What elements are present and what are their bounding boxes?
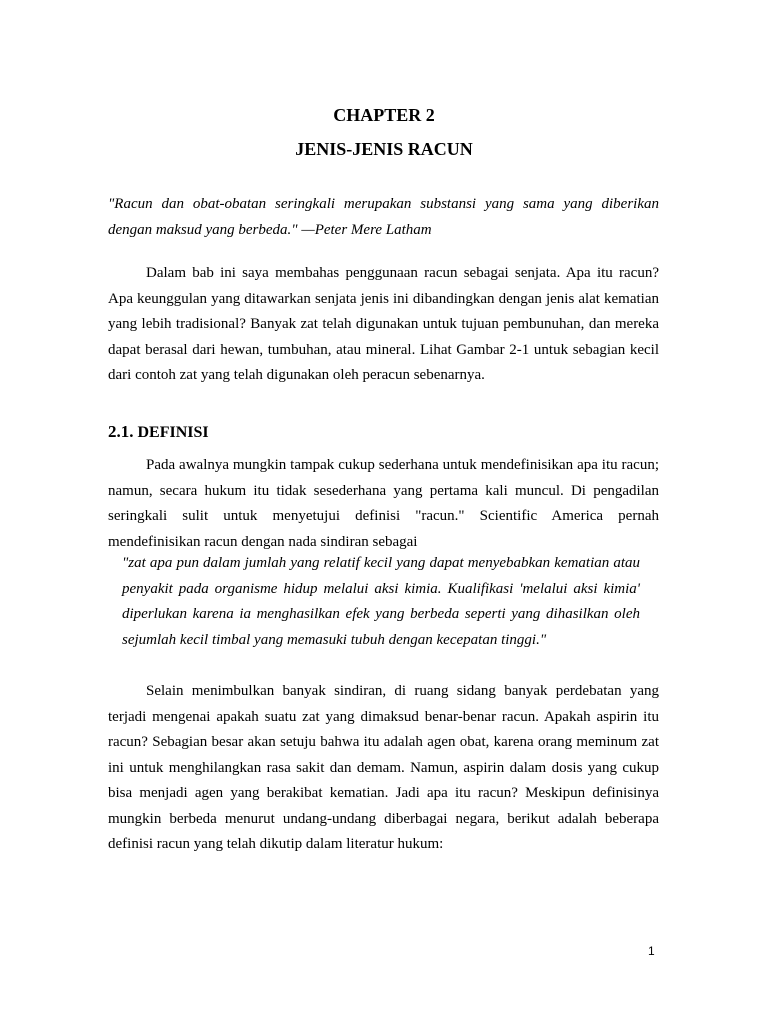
epigraph-quote: "Racun dan obat-obatan seringkali merupakan substansi yang sama yang diberikan dengan maksud yang berbeda." xyxy=(108,196,659,238)
section-heading xyxy=(108,420,209,445)
section-paragraph-1: Pada awalnya mungkin tampak cukup sederhana untuk mendefinisikan apa itu racun; namun, secara hukum itu tidak sesederhana yang pertama kali muncul. Di pengadilan seringkali sulit untuk menyetujui definisi "racun." Scientific America pernah mendefinisikan racun dengan nada sindiran sebagai xyxy=(108,457,659,550)
section-number: 2.1. xyxy=(108,422,134,441)
page-number: 1 xyxy=(648,944,655,958)
section-paragraph-2: Selain menimbulkan banyak sindiran, di ruang sidang banyak perdebatan yang terjadi mengenai apakah suatu zat yang dimaksud benar-benar racun. Apakah aspirin itu racun? Sebagian besar akan setuju bahwa itu adalah agen obat, karena orang meminum zat ini untuk menghilangkan rasa sakit dan demam. Namun, aspirin dalam dosis yang cukup bisa menjadi agen yang berakibat kematian. Jadi apa itu racun? Meskipun definisinya mungkin berbeda menurut undang-undang diberbagai negara, berikut adalah beberapa definisi racun yang telah dikutip dalam literatur hukum: xyxy=(108,683,659,852)
epigraph-author: —Peter Mere Latham xyxy=(301,221,432,238)
chapter-label: CHAPTER 2 xyxy=(333,105,435,125)
block-quote: "zat apa pun dalam jumlah yang relatif kecil yang dapat menyebabkan kematian atau penyakit pada organisme hidup melalui aksi kimia. Kualifikasi 'melalui aksi kimia' diperlukan karena ia menghasilkan efek yang berbeda seperti yang dihasilkan oleh sejumlah kecil timbal yang memasuki tubuh dengan kecepatan tinggi." xyxy=(122,555,640,648)
epigraph xyxy=(108,192,659,243)
intro-paragraph: Dalam bab ini saya membahas penggunaan racun sebagai senjata. Apa itu racun? Apa keunggulan yang ditawarkan senjata jenis ini dibandingkan dengan jenis alat kematian yang lebih tradisional? Banyak zat telah digunakan untuk tujuan pembunuhan, dan mereka dapat berasal dari hewan, tumbuhan, atau mineral. Lihat Gambar 2-1 untuk sebagian kecil dari contoh zat yang telah digunakan oleh peracun sebenarnya. xyxy=(108,265,659,383)
chapter-title: JENIS-JENIS RACUN xyxy=(295,139,473,159)
section-title: DEFINISI xyxy=(137,424,209,441)
